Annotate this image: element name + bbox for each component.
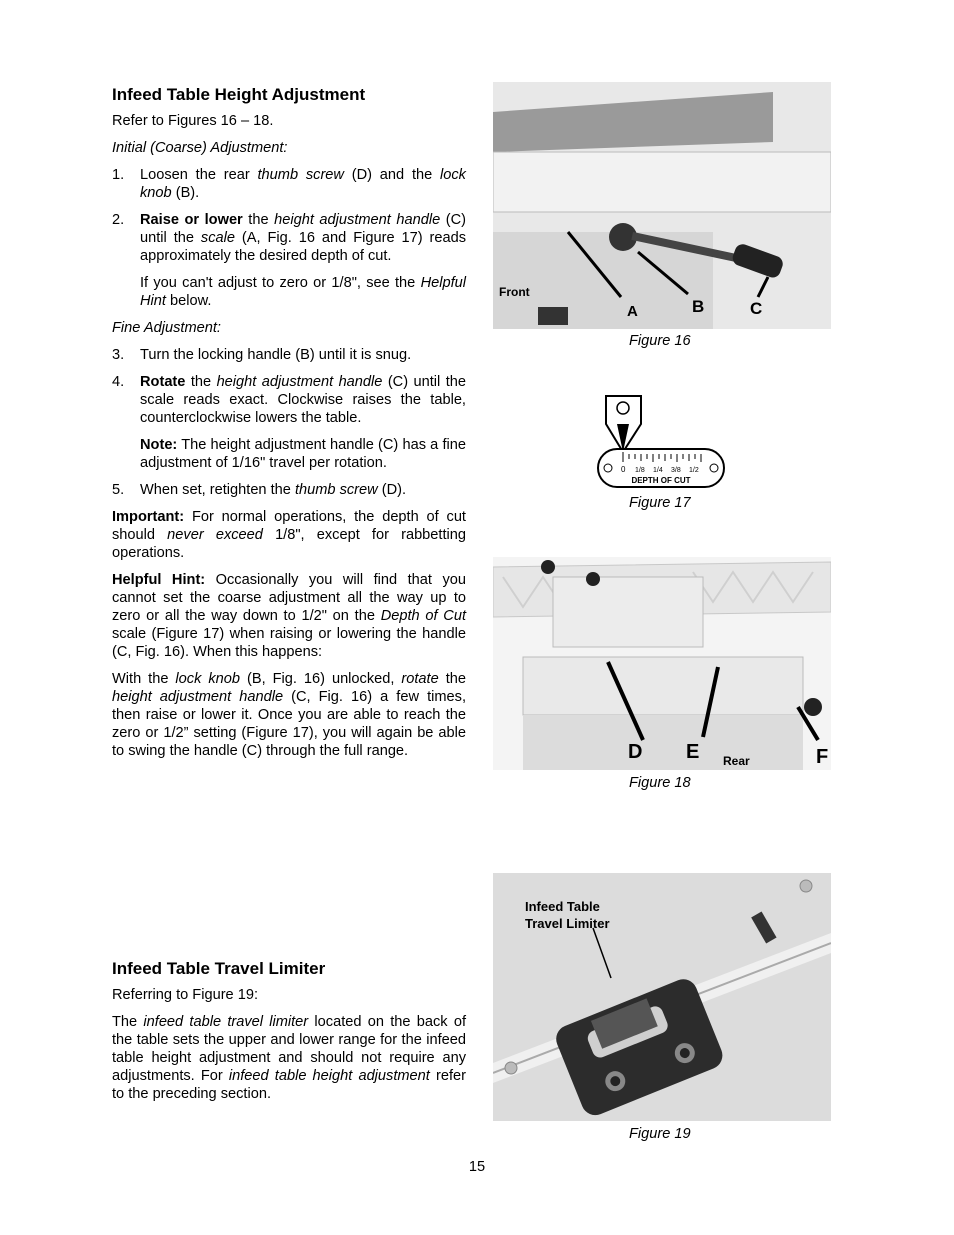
figure-16-caption: Figure 16 xyxy=(629,333,691,349)
svg-text:1/4: 1/4 xyxy=(653,467,663,474)
fig19-label-line1: Infeed Table xyxy=(525,899,600,914)
fig18-label-rear: Rear xyxy=(723,754,750,768)
figure-18-photo xyxy=(493,557,831,770)
svg-text:1/2: 1/2 xyxy=(689,467,699,474)
svg-text:DEPTH OF CUT: DEPTH OF CUT xyxy=(631,476,691,485)
step-3: 3. Turn the locking handle (B) until it is snug. xyxy=(112,347,412,363)
helpful-hint-paragraph: Helpful Hint: Occasionally you will find that you cannot set the coarse adjustment all the way up to zero or all the way down to 1/2" on the Depth of Cut scale (Figure 17) when raising or lowering the handle (C, Fig. 16). When this happens: xyxy=(112,572,466,660)
svg-text:1/8: 1/8 xyxy=(635,467,645,474)
fine-subheading: Fine Adjustment: xyxy=(112,320,221,336)
section-heading-travel-limiter: Infeed Table Travel Limiter xyxy=(112,959,326,978)
fig16-label-c: C xyxy=(750,299,763,318)
figure-19-photo xyxy=(493,873,831,1121)
with-lock-knob-paragraph: With the lock knob (B, Fig. 16) unlocked, rotate the height adjustment handle (C, Fig. 16) a few times, then raise or lower it. Once you are able to reach the zero or 1/2” setting (Figure 17), you will again be able to swing the handle (C) through the full range. xyxy=(112,671,466,759)
section2-refer: Referring to Figure 19: xyxy=(112,987,259,1003)
figure-19-caption: Figure 19 xyxy=(629,1126,691,1142)
refer-text: Refer to Figures 16 – 18. xyxy=(112,113,274,129)
page-number: 15 xyxy=(468,1159,486,1175)
figure-17-caption: Figure 17 xyxy=(629,495,691,511)
initial-subheading: Initial (Coarse) Adjustment: xyxy=(112,140,288,156)
fig19-label-line2: Travel Limiter xyxy=(525,916,610,931)
fig18-label-f: F xyxy=(816,746,829,768)
step-1: 1. Loosen the rear thumb screw (D) and the lock knob (B). xyxy=(112,167,466,201)
important-paragraph: Important: For normal operations, the depth of cut should never exceed 1/8", except for rabbetting operations. xyxy=(112,509,467,561)
section2-body: The infeed table travel limiter located on the back of the table sets the upper and lower range for the infeed table height adjustment and should not require any adjustments. For infeed table height adjustment refer to the preceding section. xyxy=(112,1014,466,1102)
fig16-label-a: A xyxy=(627,303,638,320)
section-heading-height-adjustment: Infeed Table Height Adjustment xyxy=(112,85,366,104)
svg-text:0: 0 xyxy=(621,465,626,474)
fig18-label-e: E xyxy=(686,741,700,763)
figure-18-caption: Figure 18 xyxy=(629,775,691,791)
step-5: 5. When set, retighten the thumb screw (D). xyxy=(112,482,407,498)
figure-16-photo xyxy=(493,82,831,329)
left-column xyxy=(112,86,466,769)
step-2-note: If you can't adjust to zero or 1/8", see the Helpful Hint below. xyxy=(140,275,466,309)
figure-17-scale xyxy=(595,394,727,490)
fig16-front-label: Front xyxy=(499,285,530,299)
svg-text:3/8: 3/8 xyxy=(671,467,681,474)
fig16-label-b: B xyxy=(692,297,705,316)
step-4: 4. Rotate the height adjustment handle (C) until the scale reads exact. Clockwise raises the table, counterclockwise lowers the table. xyxy=(112,374,466,426)
step-2: 2. Raise or lower the height adjustment handle (C) until the scale (A, Fig. 16 and Figure 17) reads approximately the desired depth of cut. xyxy=(112,212,467,264)
step-4-note: Note: The height adjustment handle (C) has a fine adjustment of 1/16" travel per rotation. xyxy=(140,437,466,471)
section2 xyxy=(112,960,466,1112)
fig18-label-d: D xyxy=(628,741,643,763)
